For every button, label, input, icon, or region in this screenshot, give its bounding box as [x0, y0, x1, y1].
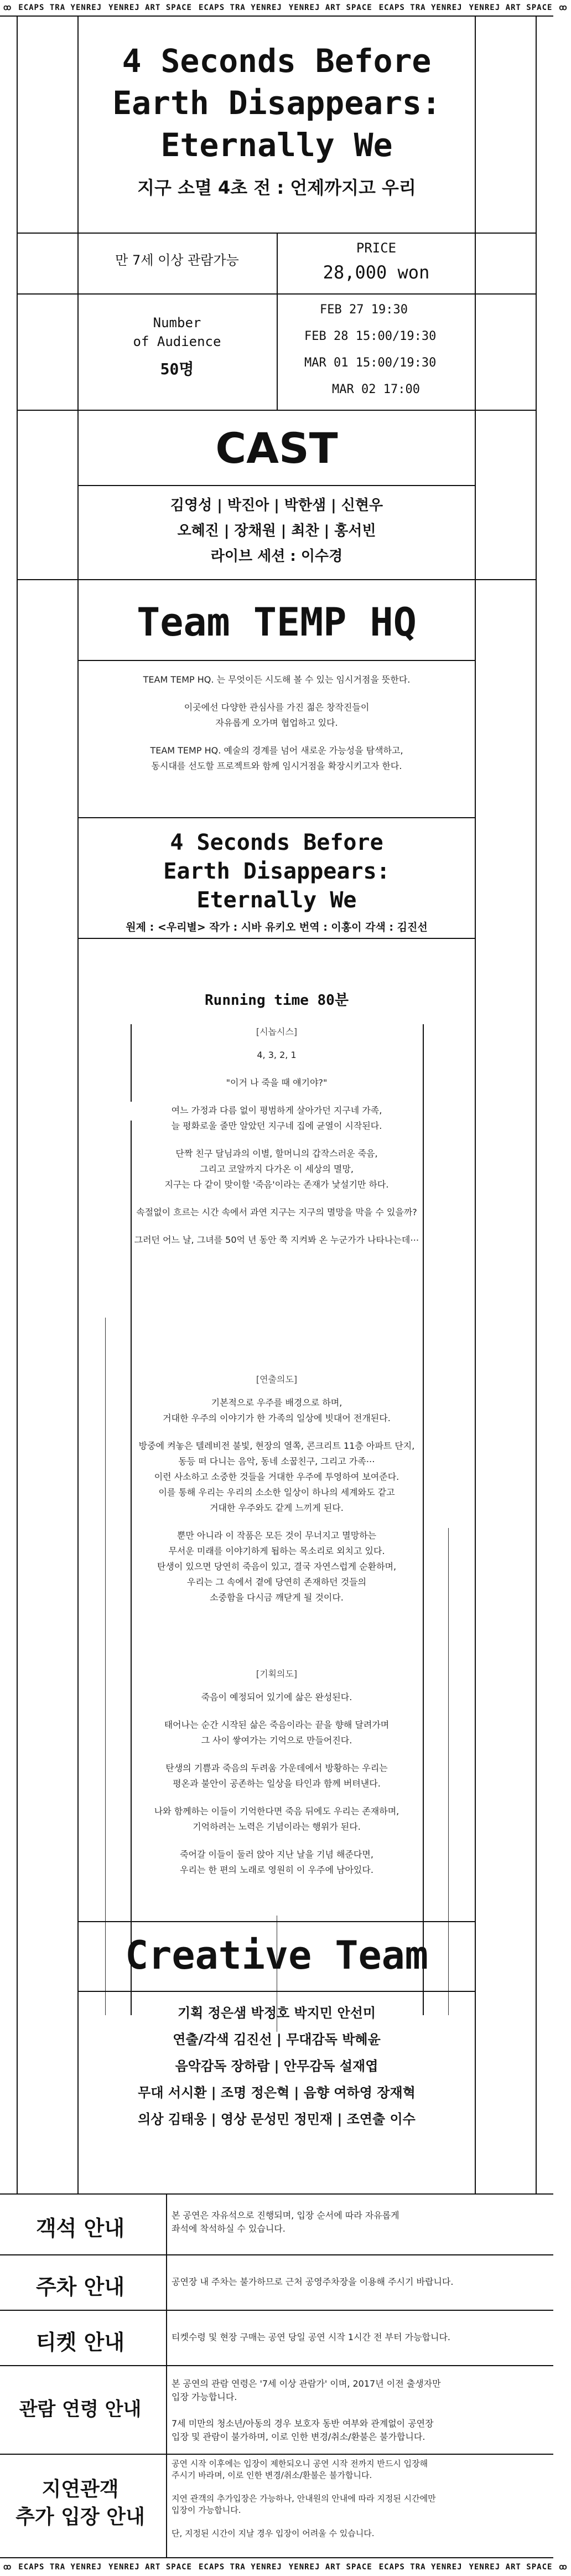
direction-label: [연출의도] — [256, 1374, 298, 1385]
notice-latecomer — [0, 2454, 553, 2557]
divider — [79, 1991, 475, 1992]
planning-paragraph: 죽음이 예정되어 있기에 삶은 완성된다. — [201, 1692, 352, 1702]
notice-label: 지연관객 추가 입장 안내 — [15, 2478, 145, 2528]
synopsis-block — [133, 1024, 421, 1260]
creative-line: 연출/각색 김진선 | 무대감독 박혜윤 — [173, 2032, 381, 2047]
team-heading: Team TEMP HQ — [137, 600, 417, 645]
direction-paragraph: 뿐만 아니라 이 작품은 모든 것이 무너지고 멸망하는 무서운 미래를 이야기하게 됩하는 목소리로 외치고 있다. 탄생이 있으면 당연히 죽음이 있고, 결국 자연스럽게 순환하며, 우리는 그 속에서 곁에 당연히 존재하던 것들의 소중함을 다시금 깨닫게 될 것이다. — [157, 1530, 397, 1603]
ticker-item: YENREJ ART SPACE — [469, 2563, 553, 2572]
price-value: 28,000 won — [323, 262, 430, 283]
direction-paragraph: 기본적으로 우주를 배경으로 하며, 거대한 우주의 이야기가 한 가족의 일상에 빗대어 전개된다. — [163, 1397, 391, 1423]
creative-line: 기획 정은샘 박정호 박지민 안선미 — [178, 2005, 376, 2021]
ticker-item: ECAPS TRA YENREJ — [18, 3, 102, 12]
stair-line — [105, 1318, 106, 2015]
frame-top-line — [0, 16, 553, 17]
divider — [17, 410, 537, 411]
price-label: PRICE — [356, 240, 397, 256]
stair-line — [131, 1024, 132, 1102]
planning-label: [기획의도] — [256, 1669, 298, 1679]
schedule-item: FEB 28 15:00/19:30 — [304, 329, 437, 343]
synopsis-label: [시놉시스] — [256, 1026, 298, 1037]
top-ticker — [0, 0, 568, 16]
creative-heading: Creative Team — [125, 1933, 428, 1978]
synopsis-count: 4, 3, 2, 1 — [257, 1050, 297, 1060]
notice-age — [0, 2365, 553, 2454]
ticker-item: ECAPS TRA YENREJ — [198, 2563, 282, 2572]
notice-seating — [0, 2193, 553, 2254]
notice-label: 티켓 안내 — [35, 2330, 125, 2355]
audience-label: of Audience — [133, 334, 221, 349]
ticker-item: ECAPS TRA YENREJ — [378, 3, 463, 12]
notice-label: 객석 안내 — [35, 2216, 125, 2241]
running-time: Running time 80분 — [205, 992, 349, 1009]
frame-right-outer — [536, 16, 537, 2194]
notice-text: 본 공연의 관람 연령은 '7세 이상 관람가' 이며, 2017년 이전 출생자만 입장 가능합니다. 7세 미만의 청소년/아동의 경우 보호자 동반 여부와 관계없이 공연장 입장 및 관람이 불가하며, 이로 인한 변경/취소/환불은 불가합니다. — [172, 2378, 441, 2442]
ticker-item: ꝏ — [559, 2563, 568, 2572]
team-description — [83, 672, 470, 786]
cast-heading: CAST — [215, 424, 338, 473]
synopsis-paragraph: "이거 나 죽을 때 얘기야?" — [226, 1077, 328, 1088]
cast-line: 라이브 세션 : 이수경 — [210, 548, 343, 565]
team-paragraph: TEAM TEMP HQ. 는 무엇이든 시도해 볼 수 있는 임시거점을 뜻한다. — [143, 674, 411, 685]
header-title — [79, 40, 475, 166]
planning-paragraph: 태어나는 순간 시작된 삶은 죽음이라는 끝을 향해 달려가며 그 사이 쌓여가는 기억으로 만들어진다. — [164, 1720, 390, 1746]
play-title-line: Eternally We — [196, 887, 357, 913]
notice-label: 주차 안내 — [35, 2275, 125, 2299]
schedule-item: MAR 01 15:00/19:30 — [304, 356, 437, 370]
divider — [79, 660, 475, 661]
notice-text: 공연장 내 주차는 불가하므로 근처 공영주차장을 이용해 주시기 바랍니다. — [172, 2276, 454, 2287]
audience-label: Number — [153, 315, 201, 331]
ticker-item: ECAPS TRA YENREJ — [198, 3, 282, 12]
header-title-line: Earth Disappears: — [112, 84, 441, 122]
details-divider — [277, 233, 278, 410]
notice-text: 공연 시작 이후에는 입장이 제한되오니 공연 시작 전까지 반드시 입장해 주시기 바라며, 이로 인한 변경/취소/환불은 불가합니다. 지연 관객의 추가입장은 가능하나, 안내원의 안내에 따라 지정된 시간에만 입장이 가능합니다. 단, 지정된 시간이 지날 경우 입장이 어려울 수 있습니다. — [172, 2459, 436, 2538]
ticker-item: YENREJ ART SPACE — [288, 3, 372, 12]
schedule-list — [304, 297, 487, 403]
ticker-item: YENREJ ART SPACE — [469, 3, 553, 12]
cast-line: 김영성 | 박진아 | 박한샘 | 신현우 — [170, 497, 383, 514]
ticker-item: YENREJ ART SPACE — [108, 3, 192, 12]
play-credits: 원제 : <우리별> 작가 : 시바 유키오 번역 : 이홍이 각색 : 김진선 — [126, 921, 428, 933]
synopsis-paragraph: 속절없이 흐르는 시간 속에서 과연 지구는 지구의 멸망을 막을 수 있을까? — [136, 1207, 417, 1217]
header-title-line: Eternally We — [160, 126, 393, 164]
notice-parking — [0, 2254, 553, 2310]
frame-left-outer — [17, 16, 18, 2194]
team-paragraph: 이곳에선 다양한 관심사를 가진 젊은 창작진들이 자유롭게 오가며 협업하고 있다. — [184, 702, 370, 728]
header-subtitle: 지구 소멸 4초 전 : 언제까지고 우리 — [137, 177, 416, 198]
direction-block — [108, 1372, 445, 1618]
notice-text: 티켓수령 및 현장 구매는 공연 당일 공연 시작 1시간 전 부터 가능합니다. — [172, 2332, 450, 2342]
notice-ticket — [0, 2310, 553, 2365]
synopsis-paragraph: 여느 가정과 다름 없이 평범하게 살아가던 지구네 가족, 늘 평화로울 줄만 알았던 지구네 집에 균열이 시작된다. — [171, 1105, 382, 1131]
ticker-item: ECAPS TRA YENREJ — [18, 2563, 102, 2572]
team-paragraph: TEAM TEMP HQ. 예술의 경계를 넘어 새로운 가능성을 탐색하고, 동시대를 선도할 프로젝트와 함께 임시거점을 확장시키고자 한다. — [150, 745, 403, 771]
synopsis-paragraph: 단짝 친구 달님과의 이별, 할머니의 갑작스러운 죽음, 그리고 코알까지 다가온 이 세상의 멸망, 지구는 다 같이 맞이할 '죽음'이라는 존재가 낯설기만 하다. — [164, 1148, 389, 1190]
creative-list — [79, 2000, 475, 2133]
divider — [79, 817, 475, 818]
notice-text: 본 공연은 자유석으로 진행되며, 입장 순서에 따라 자유롭게 좌석에 착석하실 수 있습니다. — [172, 2210, 399, 2234]
play-title — [79, 828, 475, 915]
header-block — [79, 22, 475, 244]
audience-block — [79, 313, 276, 379]
planning-paragraph: 탄생의 기쁨과 죽음의 두려움 가운데에서 방황하는 우리는 평온과 불안이 공존하는 일상을 타인과 함께 버텨낸다. — [165, 1763, 388, 1789]
ticker-item: YENREJ ART SPACE — [288, 2563, 372, 2572]
divider — [79, 485, 475, 486]
direction-paragraph: 방중에 켜놓은 텔레비전 불빛, 현장의 열쪽, 콘크리트 11층 아파트 단지, 동등 떠 다니는 음악, 동네 소꿉친구, 그리고 가족⋯ 이런 사소하고 소중한 것들을 거대한 우주에 투영하여 보여준다. 이를 통해 우리는 우리의 소소한 일상이 하나의 세계와도 같고 거대한 우주와도 같게 느끼게 된다. — [138, 1441, 415, 1513]
creative-line: 무대 서시환 | 조명 정은혁 | 음향 여하영 장재혁 — [138, 2085, 416, 2100]
divider — [79, 938, 475, 939]
age-rating: 만 7세 이상 관람가능 — [115, 252, 239, 268]
synopsis-paragraph: 그러던 어느 날, 그녀를 50억 년 동안 쭉 지켜봐 온 누군가가 나타나는데⋯ — [134, 1235, 419, 1245]
schedule-item: MAR 02 17:00 — [332, 383, 420, 396]
divider — [17, 579, 537, 580]
ticker-item: ECAPS TRA YENREJ — [378, 2563, 463, 2572]
notice-label: 관람 연령 안내 — [19, 2398, 142, 2420]
header-title-line: 4 Seconds Before — [122, 42, 432, 80]
cast-line: 오혜진 | 장채원 | 최찬 | 홍서빈 — [177, 523, 376, 539]
schedule-item: FEB 27 19:30 — [320, 303, 408, 317]
divider — [17, 293, 537, 295]
ticker-item: YENREJ ART SPACE — [108, 2563, 192, 2572]
planning-paragraph: 나와 함께하는 이들이 기억한다면 죽음 뒤에도 우리는 존재하며, 기억하려는 노력은 기념이라는 행위가 된다. — [154, 1806, 399, 1832]
bottom-ticker — [0, 2559, 568, 2575]
play-title-line: 4 Seconds Before — [170, 830, 383, 855]
creative-line: 의상 김태웅 | 영상 문성민 정민재 | 조연출 이수 — [138, 2112, 416, 2127]
audience-value: 50명 — [160, 360, 194, 378]
cast-list — [79, 493, 475, 569]
planning-paragraph: 죽어갈 이들이 둘러 앉아 지난 날을 기념 해준다면, 우리는 한 편의 노래로 영원히 이 우주에 남아있다. — [180, 1849, 373, 1875]
ticker-item: ꝏ — [3, 2563, 12, 2572]
planning-block — [108, 1666, 445, 1890]
play-title-line: Earth Disappears: — [163, 859, 390, 884]
ticker-item: ꝏ — [559, 3, 568, 12]
creative-line: 음악감독 장하람 | 안무감독 설재엽 — [175, 2058, 378, 2074]
divider — [0, 2557, 553, 2558]
ticker-item: ꝏ — [3, 3, 12, 12]
divider — [79, 1921, 475, 1922]
